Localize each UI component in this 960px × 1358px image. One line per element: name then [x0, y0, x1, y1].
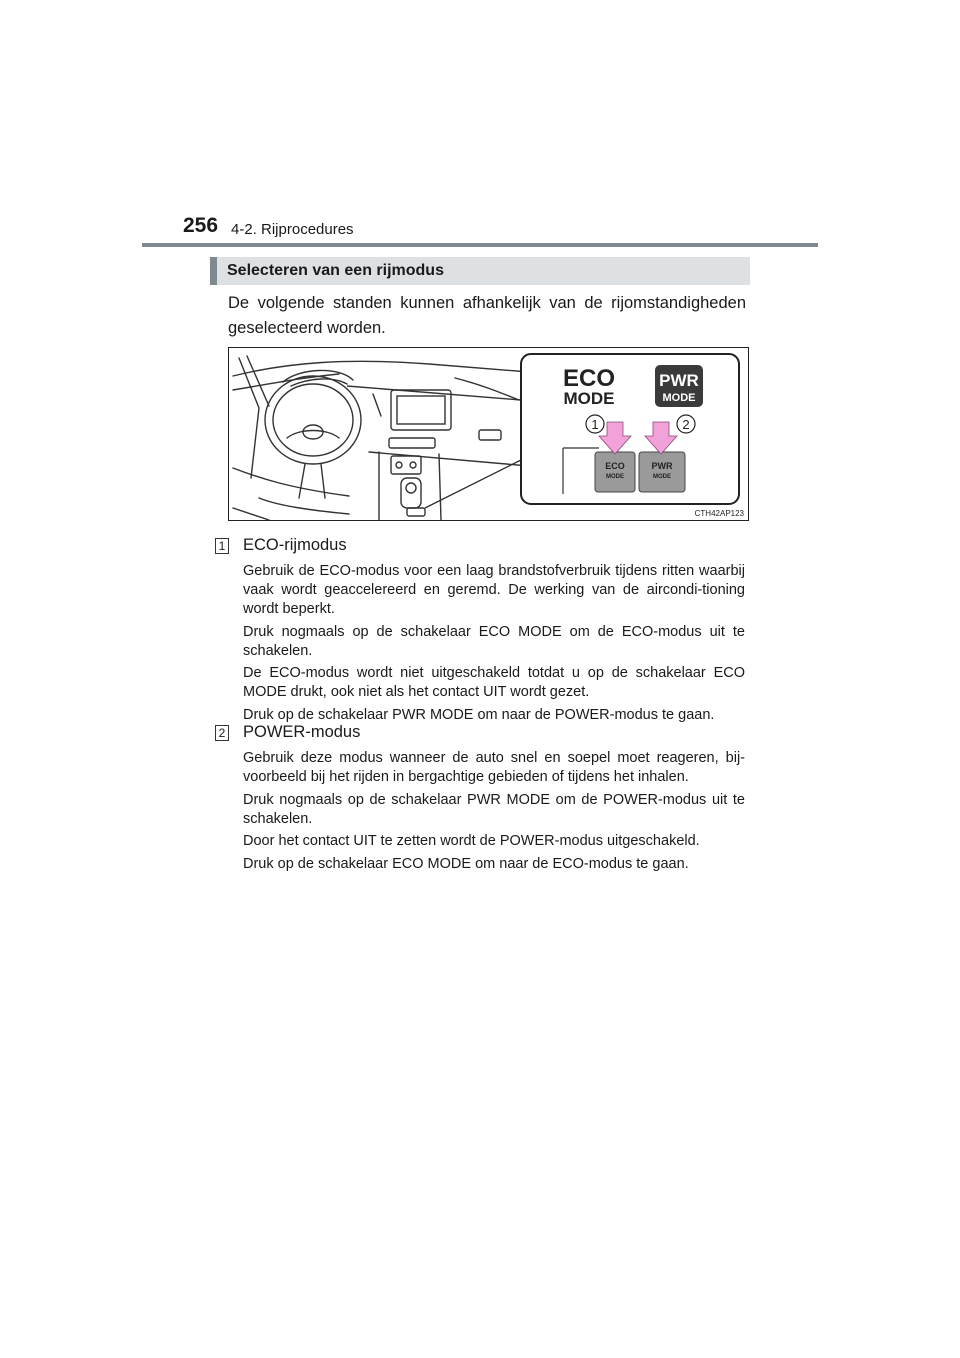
- item-paragraph: Gebruik de ECO-modus voor een laag brandstofverbruik tijdens ritten waarbij vaak wordt geaccelereerd en geremd. De werking van de aircondi-tioning wordt beperkt.: [243, 563, 745, 617]
- item-paragraph: Door het contact UIT te zetten wordt de POWER-modus uitgeschakeld.: [243, 833, 700, 849]
- item-title: POWER-modus: [243, 723, 361, 741]
- car-interior-lines: [233, 356, 529, 520]
- page-number: 256: [183, 214, 219, 237]
- switch-pwr-line1: PWR: [651, 461, 673, 471]
- pwr-mode-switch: [639, 452, 685, 492]
- callout-number-1: 1: [591, 417, 599, 432]
- intro-paragraph: De volgende standen kunnen afhankelijk van de rijomstandigheden geselecteerd worden.: [228, 294, 746, 337]
- item-paragraph: Druk op de schakelaar PWR MODE om naar de POWER-modus te gaan.: [243, 706, 715, 723]
- item-body: [243, 562, 745, 728]
- item-number: 1: [215, 538, 229, 554]
- item-body: [243, 749, 745, 877]
- callout-number-2: 2: [682, 417, 690, 432]
- item-paragraph: Druk op de schakelaar ECO MODE om naar de ECO-modus te gaan.: [243, 855, 689, 872]
- section-title: Selecteren van een rijmodus: [227, 262, 444, 279]
- eco-mode-switch: [595, 452, 635, 492]
- item-paragraph: Druk nogmaals op de schakelaar ECO MODE om de ECO-modus uit te schakelen.: [243, 623, 745, 659]
- dashboard-drawing: [229, 348, 748, 520]
- section-heading-bar: [210, 257, 750, 285]
- item-paragraph: Druk nogmaals op de schakelaar PWR MODE om de POWER-modus uit te schakelen.: [243, 791, 745, 827]
- figure-code: CTH42AP123: [694, 509, 744, 518]
- header-divider: [142, 243, 818, 247]
- item-paragraph: Gebruik deze modus wanneer de auto snel en soepel moet reageren, bij-voorbeeld bij het rijden in bergachtige gebieden of tijdens het inhalen.: [243, 750, 745, 785]
- eco-label-line1: ECO: [562, 365, 616, 392]
- dashboard-illustration: [228, 347, 749, 521]
- section-reference: 4-2. Rijprocedures: [231, 221, 354, 238]
- eco-label-line2: MODE: [563, 389, 615, 408]
- switch-pwr-line2: MODE: [653, 474, 671, 480]
- item-number: 2: [215, 725, 229, 741]
- switch-eco-line1: ECO: [605, 461, 625, 471]
- pwr-label-line1: PWR: [659, 371, 699, 390]
- switch-eco-line2: MODE: [606, 474, 624, 480]
- item-title: ECO-rijmodus: [243, 536, 347, 554]
- item-paragraph: De ECO-modus wordt niet uitgeschakeld totdat u op de schakelaar ECO MODE drukt, ook niet als het contact UIT wordt gezet.: [243, 665, 745, 700]
- callout-line-top: [347, 386, 521, 400]
- section-heading-accent: [210, 257, 217, 285]
- pwr-label-line2: MODE: [662, 392, 696, 404]
